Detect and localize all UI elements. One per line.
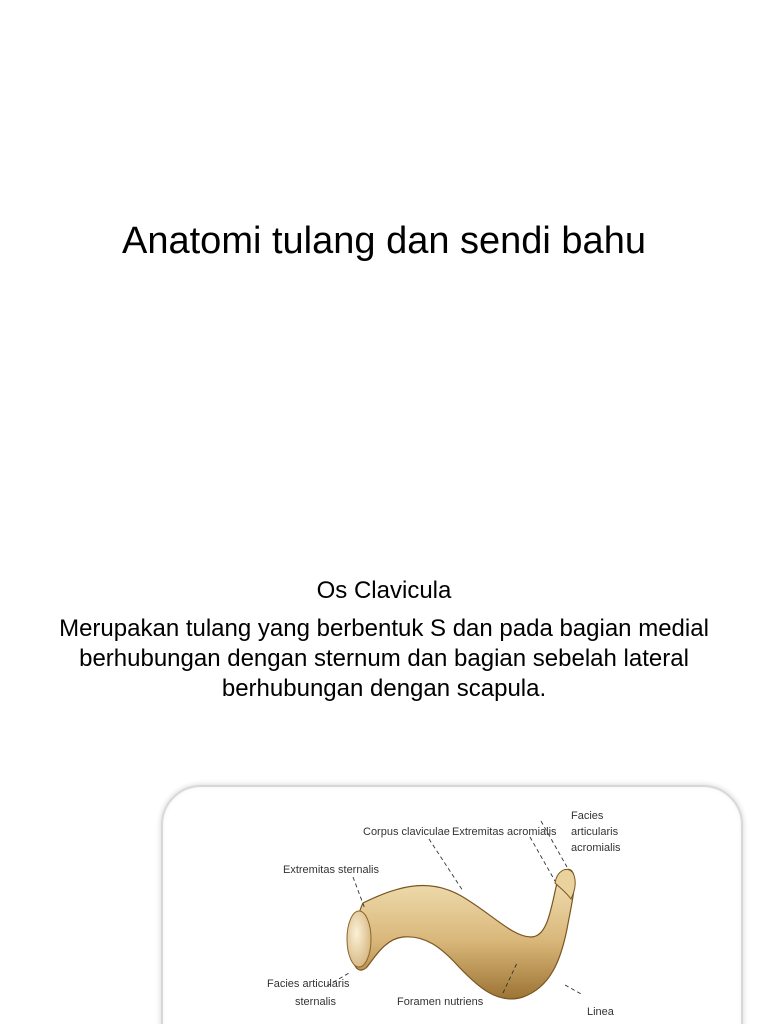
label-facies-sternalis-2: sternalis bbox=[295, 996, 336, 1008]
description: Merupakan tulang yang berbentuk S dan pada bagian medial berhubungan dengan sternum dan bagian sebelah lateral berhubungan dengan scapula. bbox=[59, 615, 709, 702]
label-foramen: Foramen nutriens bbox=[397, 996, 484, 1008]
sternal-end bbox=[347, 911, 371, 967]
clavicle-bone bbox=[353, 869, 575, 999]
label-facies-sternalis-1: Facies articularis bbox=[267, 978, 350, 990]
label-corpus: Corpus claviculae bbox=[363, 826, 450, 838]
label-facies-acromialis-3: acromialis bbox=[571, 842, 621, 854]
label-linea: Linea bbox=[587, 1006, 614, 1018]
label-facies-acromialis-1: Facies bbox=[571, 810, 604, 822]
clavicle-illustration bbox=[163, 787, 741, 1024]
slide-subtitle-block bbox=[0, 576, 768, 704]
clavicle-figure bbox=[161, 785, 743, 1024]
slide-title: Anatomi tulang dan sendi bahu bbox=[122, 220, 646, 262]
label-facies-acromialis-2: articularis bbox=[571, 826, 619, 838]
label-extremitas-acromialis: Extremitas acromialis bbox=[452, 826, 557, 838]
label-extremitas-sternalis: Extremitas sternalis bbox=[283, 864, 379, 876]
subtitle: Os Clavicula bbox=[316, 577, 452, 604]
